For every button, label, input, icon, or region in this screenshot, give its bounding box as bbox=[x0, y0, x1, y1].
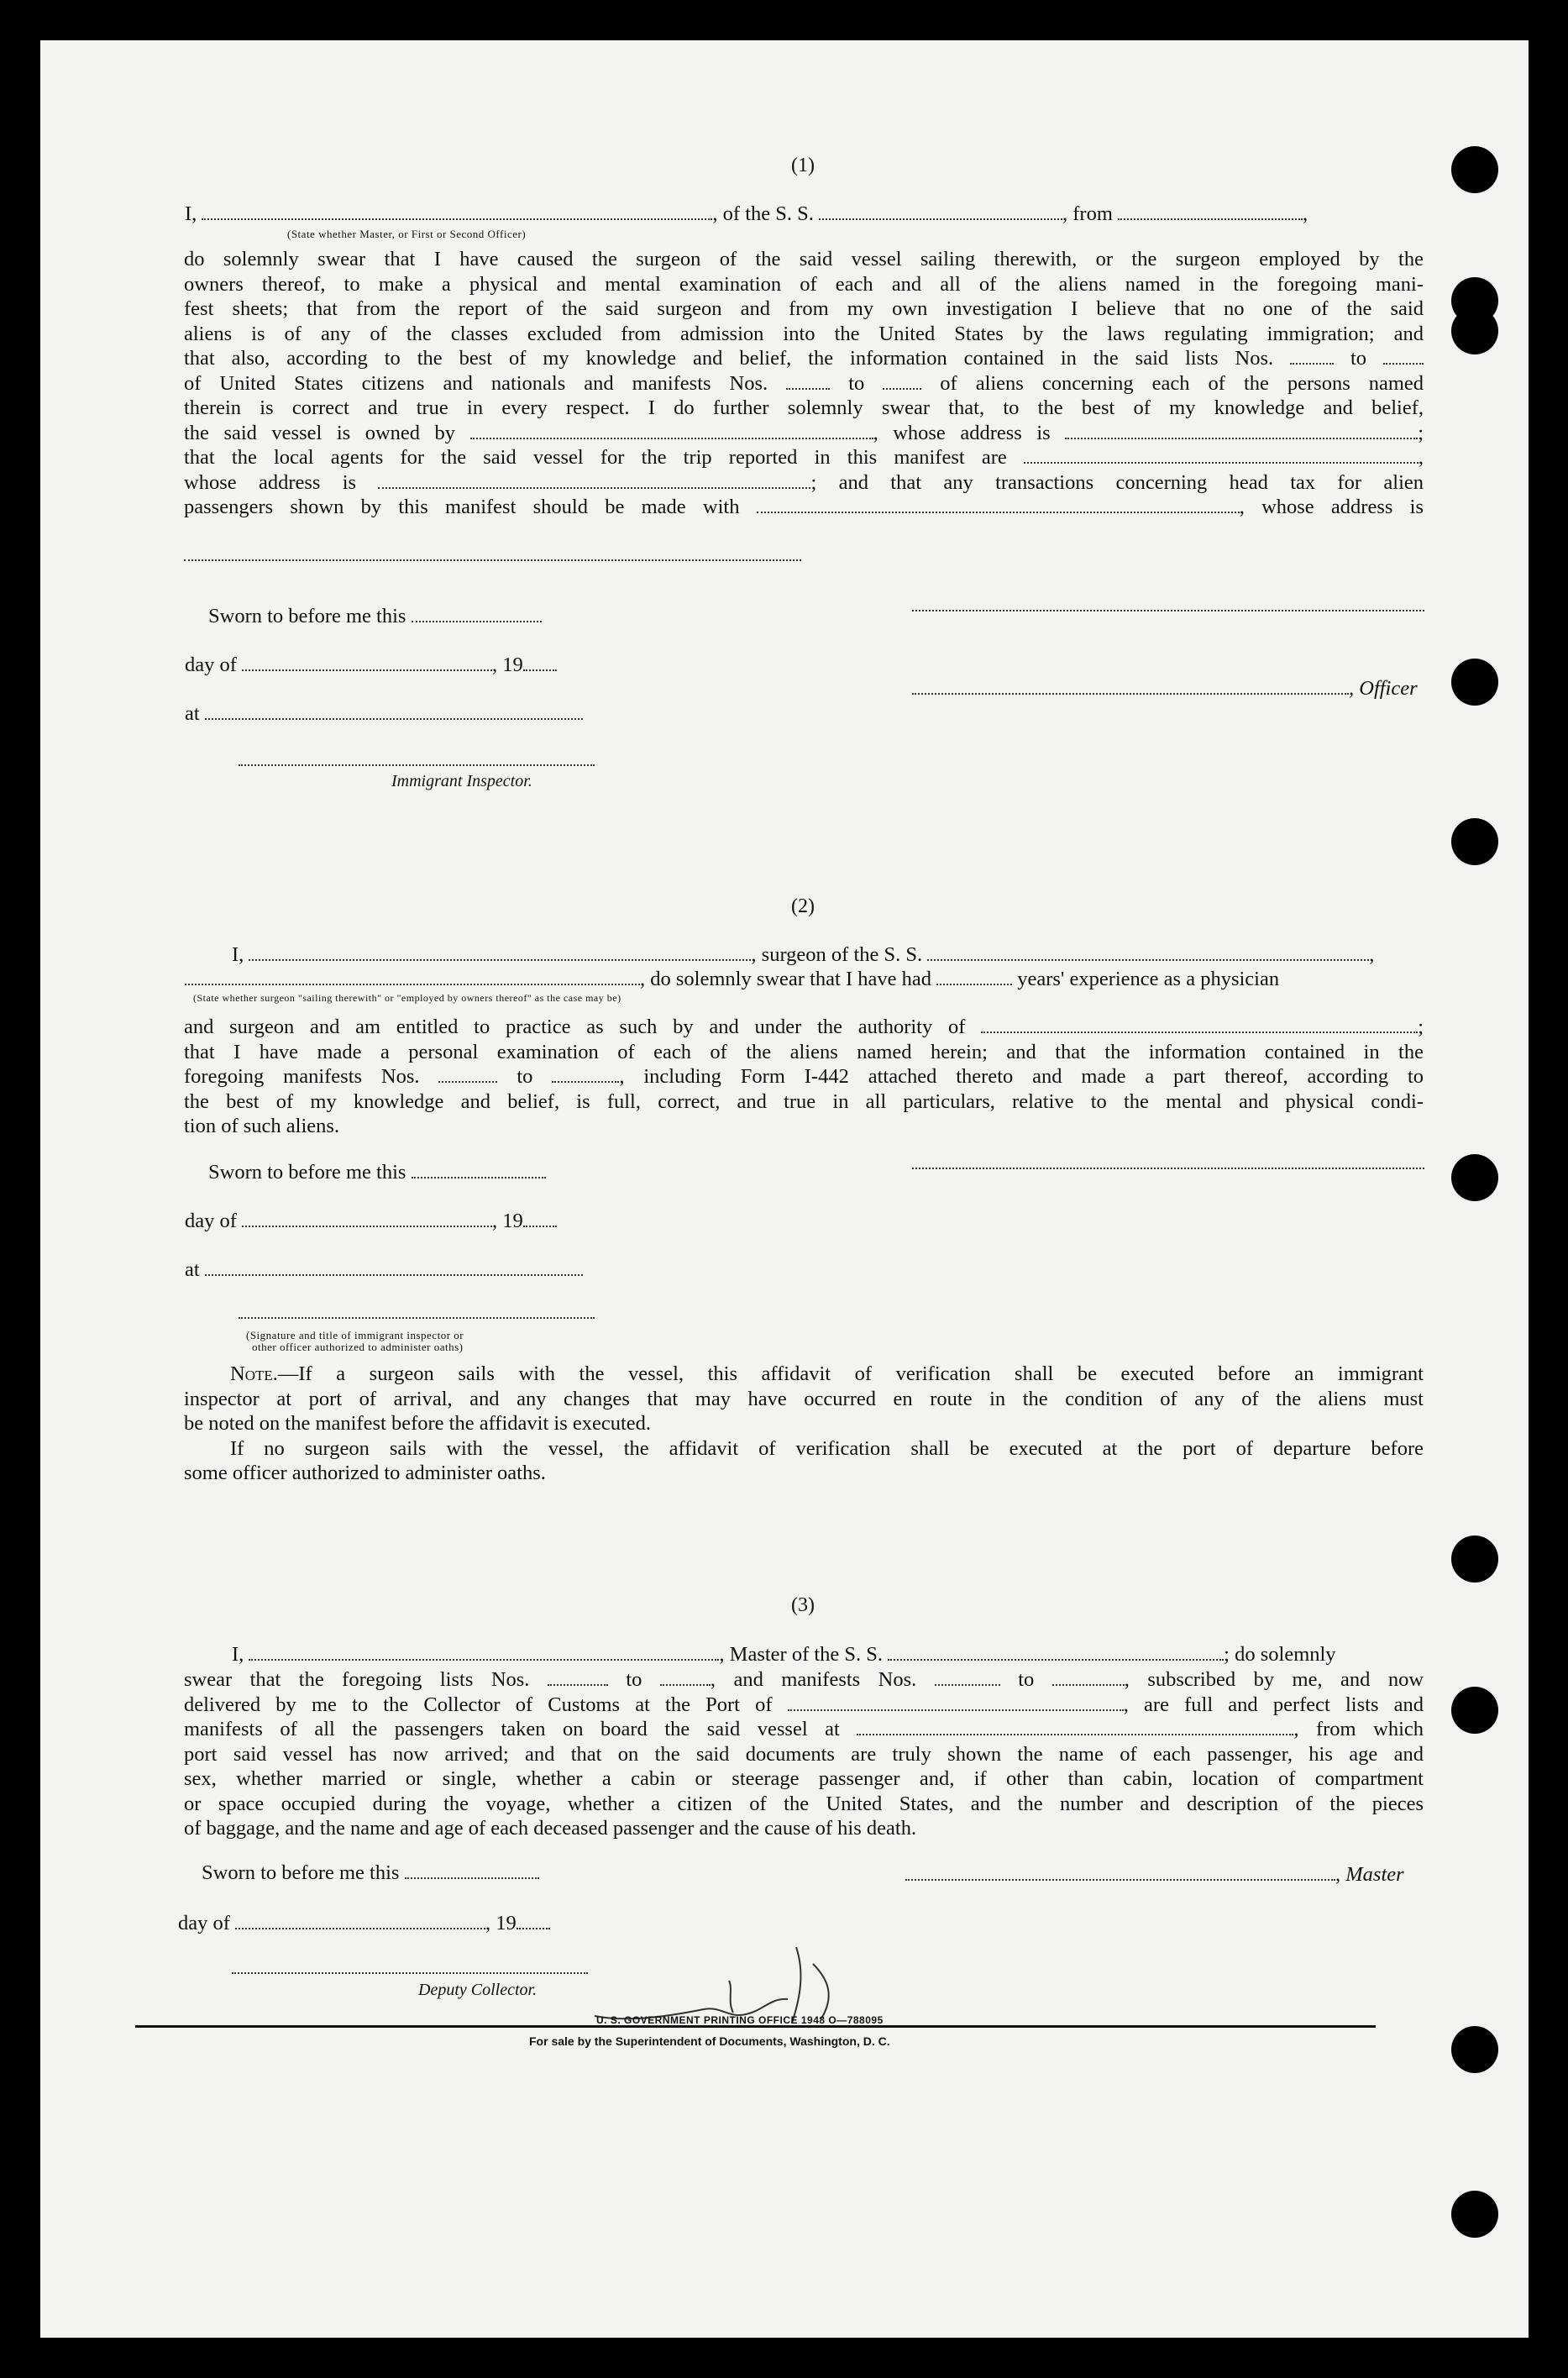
s1-from-blank[interactable] bbox=[1118, 205, 1303, 220]
s2-type-blank[interactable] bbox=[185, 970, 640, 985]
s1-line: the said vessel is owned by , whose address is ; bbox=[184, 421, 1424, 444]
s2-day-blank[interactable] bbox=[242, 1212, 492, 1227]
s1-of-ss: , of the S. S. bbox=[712, 202, 814, 225]
s1-at-blank[interactable] bbox=[205, 705, 583, 720]
s2-note bbox=[184, 1362, 1424, 1486]
s3-line: manifests of all the passengers taken on board the said vessel at , from which bbox=[184, 1718, 1424, 1740]
s3-manifests-from-blank[interactable] bbox=[935, 1671, 1000, 1686]
s2-sworn-blank[interactable] bbox=[412, 1163, 546, 1179]
footer-rule bbox=[135, 2025, 1376, 2028]
s2-authority-blank[interactable] bbox=[981, 1018, 1418, 1033]
s1-day-of: day of , 19 bbox=[185, 654, 557, 677]
s3-line: or space occupied during the voyage, whether a citizen of the United States, and the number and description of the pieces bbox=[184, 1792, 1424, 1815]
s1-i: I, bbox=[185, 202, 197, 225]
s3-first-line: I, , Master of the S. S. ; do solemnly bbox=[232, 1643, 1336, 1666]
s2-line: foregoing manifests Nos. to , including Form I-442 attached thereto and made a part thereof, according to bbox=[184, 1065, 1424, 1088]
s1-lists-from-blank[interactable] bbox=[1290, 349, 1334, 365]
punch-hole bbox=[1451, 1535, 1498, 1583]
s1-officer-signature-blank[interactable] bbox=[912, 680, 1349, 695]
s1-owner-address-blank[interactable] bbox=[1065, 424, 1418, 439]
s3-name-blank[interactable] bbox=[249, 1646, 719, 1661]
s1-comma: , bbox=[1303, 202, 1308, 225]
note-line: some officer authorized to administer oaths. bbox=[184, 1462, 546, 1484]
s1-sworn-blank[interactable] bbox=[412, 607, 542, 622]
s1-lists-to-blank[interactable] bbox=[1383, 349, 1424, 365]
s2-first-line: I, , surgeon of the S. S. , bbox=[232, 943, 1375, 966]
s3-year-blank[interactable] bbox=[517, 1914, 550, 1929]
s3-line: delivered by me to the Collector of Customs at the Port of , are full and perfect lists and bbox=[184, 1693, 1424, 1716]
s1-headtax-address-blank[interactable] bbox=[184, 559, 801, 561]
s2-at: at bbox=[185, 1258, 583, 1282]
s1-vessel-blank[interactable] bbox=[819, 205, 1062, 220]
section-3-number: (3) bbox=[791, 1594, 815, 1616]
s3-lists-from-blank[interactable] bbox=[548, 1671, 608, 1686]
s1-line: that also, according to the best of my knowledge and belief, the information contained in the said lists Nos. to bbox=[184, 346, 1424, 371]
s3-deputy-label: Deputy Collector. bbox=[418, 1981, 538, 1999]
s1-day-blank[interactable] bbox=[242, 656, 492, 671]
s2-years-blank[interactable] bbox=[936, 970, 1012, 985]
s1-agents-blank[interactable] bbox=[1024, 449, 1419, 464]
s1-paragraph bbox=[184, 247, 1424, 520]
punch-hole bbox=[1451, 659, 1498, 706]
s3-line: swear that the foregoing lists Nos. to , and manifests Nos. to , subscribed by me, and now bbox=[184, 1668, 1424, 1691]
s2-inspector-line[interactable] bbox=[239, 1317, 595, 1319]
s2-manifests-from-blank[interactable] bbox=[438, 1068, 497, 1083]
s1-caption: (State whether Master, or First or Second Officer) bbox=[287, 228, 527, 240]
note-label: Note. bbox=[230, 1362, 278, 1385]
s1-first-line bbox=[185, 202, 1308, 226]
s1-inspector-line[interactable] bbox=[239, 764, 595, 766]
s1-line: passengers shown by this manifest should be made with , whose address is bbox=[184, 496, 1424, 518]
section-2-number: (2) bbox=[791, 895, 815, 917]
s3-manifests-to-blank[interactable] bbox=[1052, 1671, 1125, 1686]
s1-line: aliens is of any of the classes excluded from admission into the United States by the laws regulating immigration; and bbox=[184, 322, 1424, 345]
s1-line: that the local agents for the said vessel for the trip reported in this manifest are , bbox=[184, 446, 1424, 469]
s3-paragraph bbox=[184, 1667, 1424, 1841]
s3-deputy-line[interactable] bbox=[232, 1972, 588, 1974]
s1-at: at bbox=[185, 702, 583, 726]
punch-hole bbox=[1451, 818, 1498, 865]
note-line: inspector at port of arrival, and any changes that may have occurred en route in the condition of any of the aliens must bbox=[184, 1387, 1424, 1410]
s2-day-of: day of , 19 bbox=[185, 1210, 557, 1233]
s3-line: sex, whether married or single, whether a cabin or steerage passenger and, if other than cabin, location of compartment bbox=[184, 1767, 1424, 1790]
s3-vessel-blank[interactable] bbox=[888, 1646, 1224, 1661]
s2-at-blank[interactable] bbox=[205, 1261, 583, 1276]
s2-line: tion of such aliens. bbox=[184, 1115, 340, 1137]
s1-line: whose address is ; and that any transactions concerning head tax for alien bbox=[184, 470, 1424, 494]
punch-hole bbox=[1451, 307, 1498, 354]
form-sheet bbox=[40, 40, 1529, 2338]
s2-signature-line[interactable] bbox=[912, 1168, 1424, 1169]
s3-line: port said vessel has now arrived; and that on the said documents are truly shown the name of each passenger, his age and bbox=[184, 1742, 1424, 1766]
s2-sig-caption-1: (Signature and title of immigrant inspector or bbox=[246, 1329, 464, 1341]
s1-line: do solemnly swear that I have caused the surgeon of the said vessel sailing therewith, or the surgeon employed by the bbox=[184, 248, 1424, 270]
s2-paragraph bbox=[184, 1015, 1424, 1139]
s1-manifests-to-blank[interactable] bbox=[883, 375, 921, 390]
s2-line: and surgeon and am entitled to practice as such by and under the authority of ; bbox=[184, 1016, 1424, 1038]
gpo-imprint: U. S. GOVERNMENT PRINTING OFFICE 1948 O—788095 bbox=[596, 2014, 884, 2026]
s1-line: of United States citizens and nationals and manifests Nos. to of aliens concerning each of the persons named bbox=[184, 371, 1424, 395]
s2-vessel-blank[interactable] bbox=[927, 946, 1369, 961]
note-line: If no surgeon sails with the vessel, the affidavit of verification shall be executed at the port of departure before bbox=[230, 1436, 1424, 1460]
punch-hole bbox=[1451, 1687, 1498, 1734]
s2-caption: (State whether surgeon "sailing therewith" or "employed by owners thereof" as the case may be) bbox=[193, 992, 621, 1004]
section-1-number: (1) bbox=[791, 155, 815, 176]
s3-departure-blank[interactable] bbox=[857, 1720, 1293, 1735]
s1-line: owners thereof, to make a physical and mental examination of each and all of the aliens named in the foregoing mani- bbox=[184, 272, 1424, 296]
s2-sig-caption-2: other officer authorized to administer oaths) bbox=[252, 1341, 464, 1353]
s1-owner-blank[interactable] bbox=[470, 424, 873, 439]
s1-signature-line[interactable] bbox=[912, 610, 1424, 612]
s2-year-blank[interactable] bbox=[523, 1212, 557, 1227]
s3-master-line: , Master bbox=[905, 1863, 1404, 1887]
s2-second-line: , do solemnly swear that I have had years' experience as a physician bbox=[185, 968, 1279, 991]
sale-notice: For sale by the Superintendent of Documents, Washington, D. C. bbox=[529, 2034, 890, 2048]
s3-day-of: day of , 19 bbox=[178, 1912, 550, 1935]
punch-hole bbox=[1451, 146, 1498, 193]
s2-sworn: Sworn to before me this bbox=[208, 1161, 546, 1184]
punch-hole bbox=[1451, 1154, 1498, 1201]
s1-agents-address-blank[interactable] bbox=[378, 474, 810, 489]
punch-hole bbox=[1451, 2191, 1498, 2238]
s3-sworn-blank[interactable] bbox=[405, 1864, 539, 1879]
s2-name-blank[interactable] bbox=[249, 946, 751, 961]
s3-master-signature-blank[interactable] bbox=[905, 1866, 1335, 1881]
s1-officer-line: , Officer bbox=[912, 677, 1418, 701]
s3-lists-to-blank[interactable] bbox=[660, 1671, 711, 1686]
s1-line: therein is correct and true in every respect. I do further solemnly swear that, to the best of my knowledge and belief, bbox=[184, 396, 1424, 419]
punch-hole bbox=[1451, 2026, 1498, 2073]
s2-manifests-to-blank[interactable] bbox=[552, 1068, 619, 1083]
s1-manifests-from-blank[interactable] bbox=[786, 375, 830, 390]
s1-headtax-blank[interactable] bbox=[757, 498, 1240, 513]
s1-year-blank[interactable] bbox=[523, 656, 557, 671]
s1-officer-blank[interactable] bbox=[202, 205, 712, 220]
s1-inspector-label: Immigrant Inspector. bbox=[391, 772, 532, 790]
s2-line: that I have made a personal examination of each of the aliens named herein; and that the information contained in the bbox=[184, 1040, 1424, 1063]
s2-line: the best of my knowledge and belief, is full, correct, and true in all particulars, relative to the mental and physical condi- bbox=[184, 1089, 1424, 1113]
note-line: Note.—If a surgeon sails with the vessel, this affidavit of verification shall be executed before an immigrant bbox=[230, 1362, 1424, 1385]
s3-day-blank[interactable] bbox=[235, 1914, 485, 1929]
s3-sworn: Sworn to before me this bbox=[202, 1861, 539, 1885]
s1-sworn: Sworn to before me this bbox=[208, 605, 542, 628]
note-line: be noted on the manifest before the affidavit is executed. bbox=[184, 1412, 652, 1435]
s3-line: of baggage, and the name and age of each deceased passenger and the cause of his death. bbox=[184, 1817, 917, 1840]
s1-from: , from bbox=[1062, 202, 1113, 225]
s1-line: fest sheets; that from the report of the said surgeon and from my own investigation I believe that no one of the said bbox=[184, 297, 1424, 320]
s3-port-blank[interactable] bbox=[788, 1696, 1124, 1711]
